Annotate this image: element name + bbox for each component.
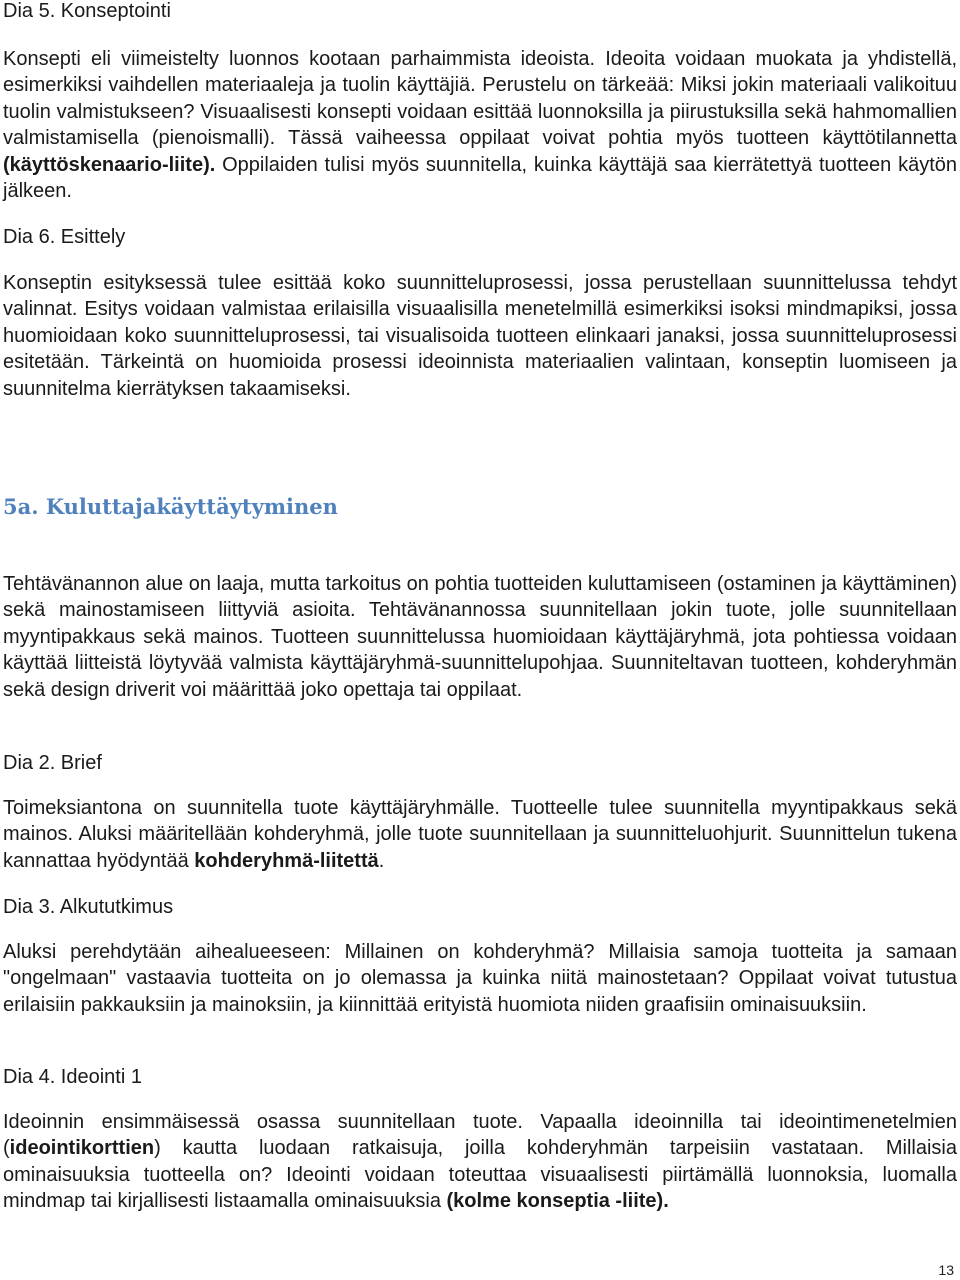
paragraph-dia3: Aluksi perehdytään aihealueeseen: Millainen on kohderyhmä? Millaisia samoja tuotteita ja samaan "ongelmaan" vastaavia tuotteita on jo olemassa ja kuinka niitä mainostetaan? Oppilaat voivat tutustua erilaisiin pakkauksiin ja mainoksiin, ja kiinnittää erityistä huomiota niiden graafisiin ominaisuuksiin. [3,941,957,1016]
liite-reference: (käyttöskenaario-liite). [3,153,216,176]
liite-reference: ideointikorttien [9,1137,155,1160]
heading-dia6: Dia 6. Esittely [3,226,126,248]
heading-dia5: Dia 5. Konseptointi [3,0,171,22]
paragraph-dia5: Konsepti eli viimeistelty luonnos kootaan parhaimmista ideoista. Ideoita voidaan muokata ja yhdistellä, esimerkiksi vaihdellen materiaaleja ja tuolin käyttäjiä. Perustelu on tärkeää: Miksi jokin materiaali valikoituu tuolin valmistukseen? Visuaalisesti konsepti voidaan esittää luonnoksilla ja piirustuksilla sekä hahmomallien valmistamisella (pienoismalli). Tässä vaiheessa oppilaat voivat pohtia myös tuotteen käyttötilannetta (käyttöskenaario-liite). Oppilaiden tulisi myös suunnitella, kuinka käyttäjä saa kierrätettyä tuotteen käytön jälkeen. [3,48,957,203]
liite-reference: (kolme konseptia -liite). [446,1190,669,1213]
heading-dia3: Dia 3. Alkututkimus [3,896,174,918]
page-number: 13 [938,1262,954,1278]
paragraph-dia4: Ideoinnin ensimmäisessä osassa suunnitellaan tuote. Vapaalla ideoinnilla tai ideointimenetelmien (ideointikorttien) kautta luodaan ratkaisuja, joilla kohderyhmän tarpeisiin vastataan. Millaisia ominaisuuksia tuotteella on? Ideointi voidaan toteuttaa visuaalisesti piirtämällä luonnoksia, luomalla mindmap tai kirjallisesti listaamalla ominaisuuksia (kolme konseptia -liite). [3,1111,957,1213]
paragraph-dia6: Konseptin esityksessä tulee esittää koko suunnitteluprosessi, jossa perustellaan suunnittelussa tehdyt valinnat. Esitys voidaan valmistaa erilaisilla visuaalisilla menetelmillä esimerkiksi isoksi mindmapiksi, jossa huomioidaan koko suunnitteluprosessi, tai visualisoida tuotteen elinkaari janaksi, jossa suunnitteluprosessi esitetään. Tärkeintä on huomioida prosessi ideoinnista materiaalien valintaan, konseptin luomiseen ja suunnitelma kierrätyksen takaamiseksi. [3,272,957,400]
section-title-5a: 5a. Kuluttajakäyttäytyminen [3,494,338,519]
paragraph-dia2: Toimeksiantona on suunnitella tuote käyttäjäryhmälle. Tuotteelle tulee suunnitella myyntipakkaus sekä mainos. Aluksi määritellään kohderyhmä, jolle tuote suunnitellaan ja suunnitteluohjurit. Suunnittelun tukena kannattaa hyödyntää kohderyhmä-liitettä. [3,797,957,872]
paragraph-5a-intro: Tehtävänannon alue on laaja, mutta tarkoitus on pohtia tuotteiden kuluttamiseen (ostaminen ja käyttäminen) sekä mainostamiseen liittyviä asioita. Tehtävänannossa suunnitellaan jokin tuote, jolle suunnitellaan myyntipakkaus sekä mainos. Tuotteen suunnittelussa huomioidaan käyttäjäryhmä, jota pohtiessa voidaan käyttää liitteistä löytyvää valmista käyttäjäryhmä-suunnittelupohjaa. Suunniteltavan tuotteen, kohderyhmän sekä design driverit voi määrittää joko opettaja tai oppilaat. [3,573,957,701]
heading-dia4: Dia 4. Ideointi 1 [3,1066,142,1088]
heading-dia2: Dia 2. Brief [3,752,102,774]
liite-reference: kohderyhmä-liitettä [194,849,379,872]
